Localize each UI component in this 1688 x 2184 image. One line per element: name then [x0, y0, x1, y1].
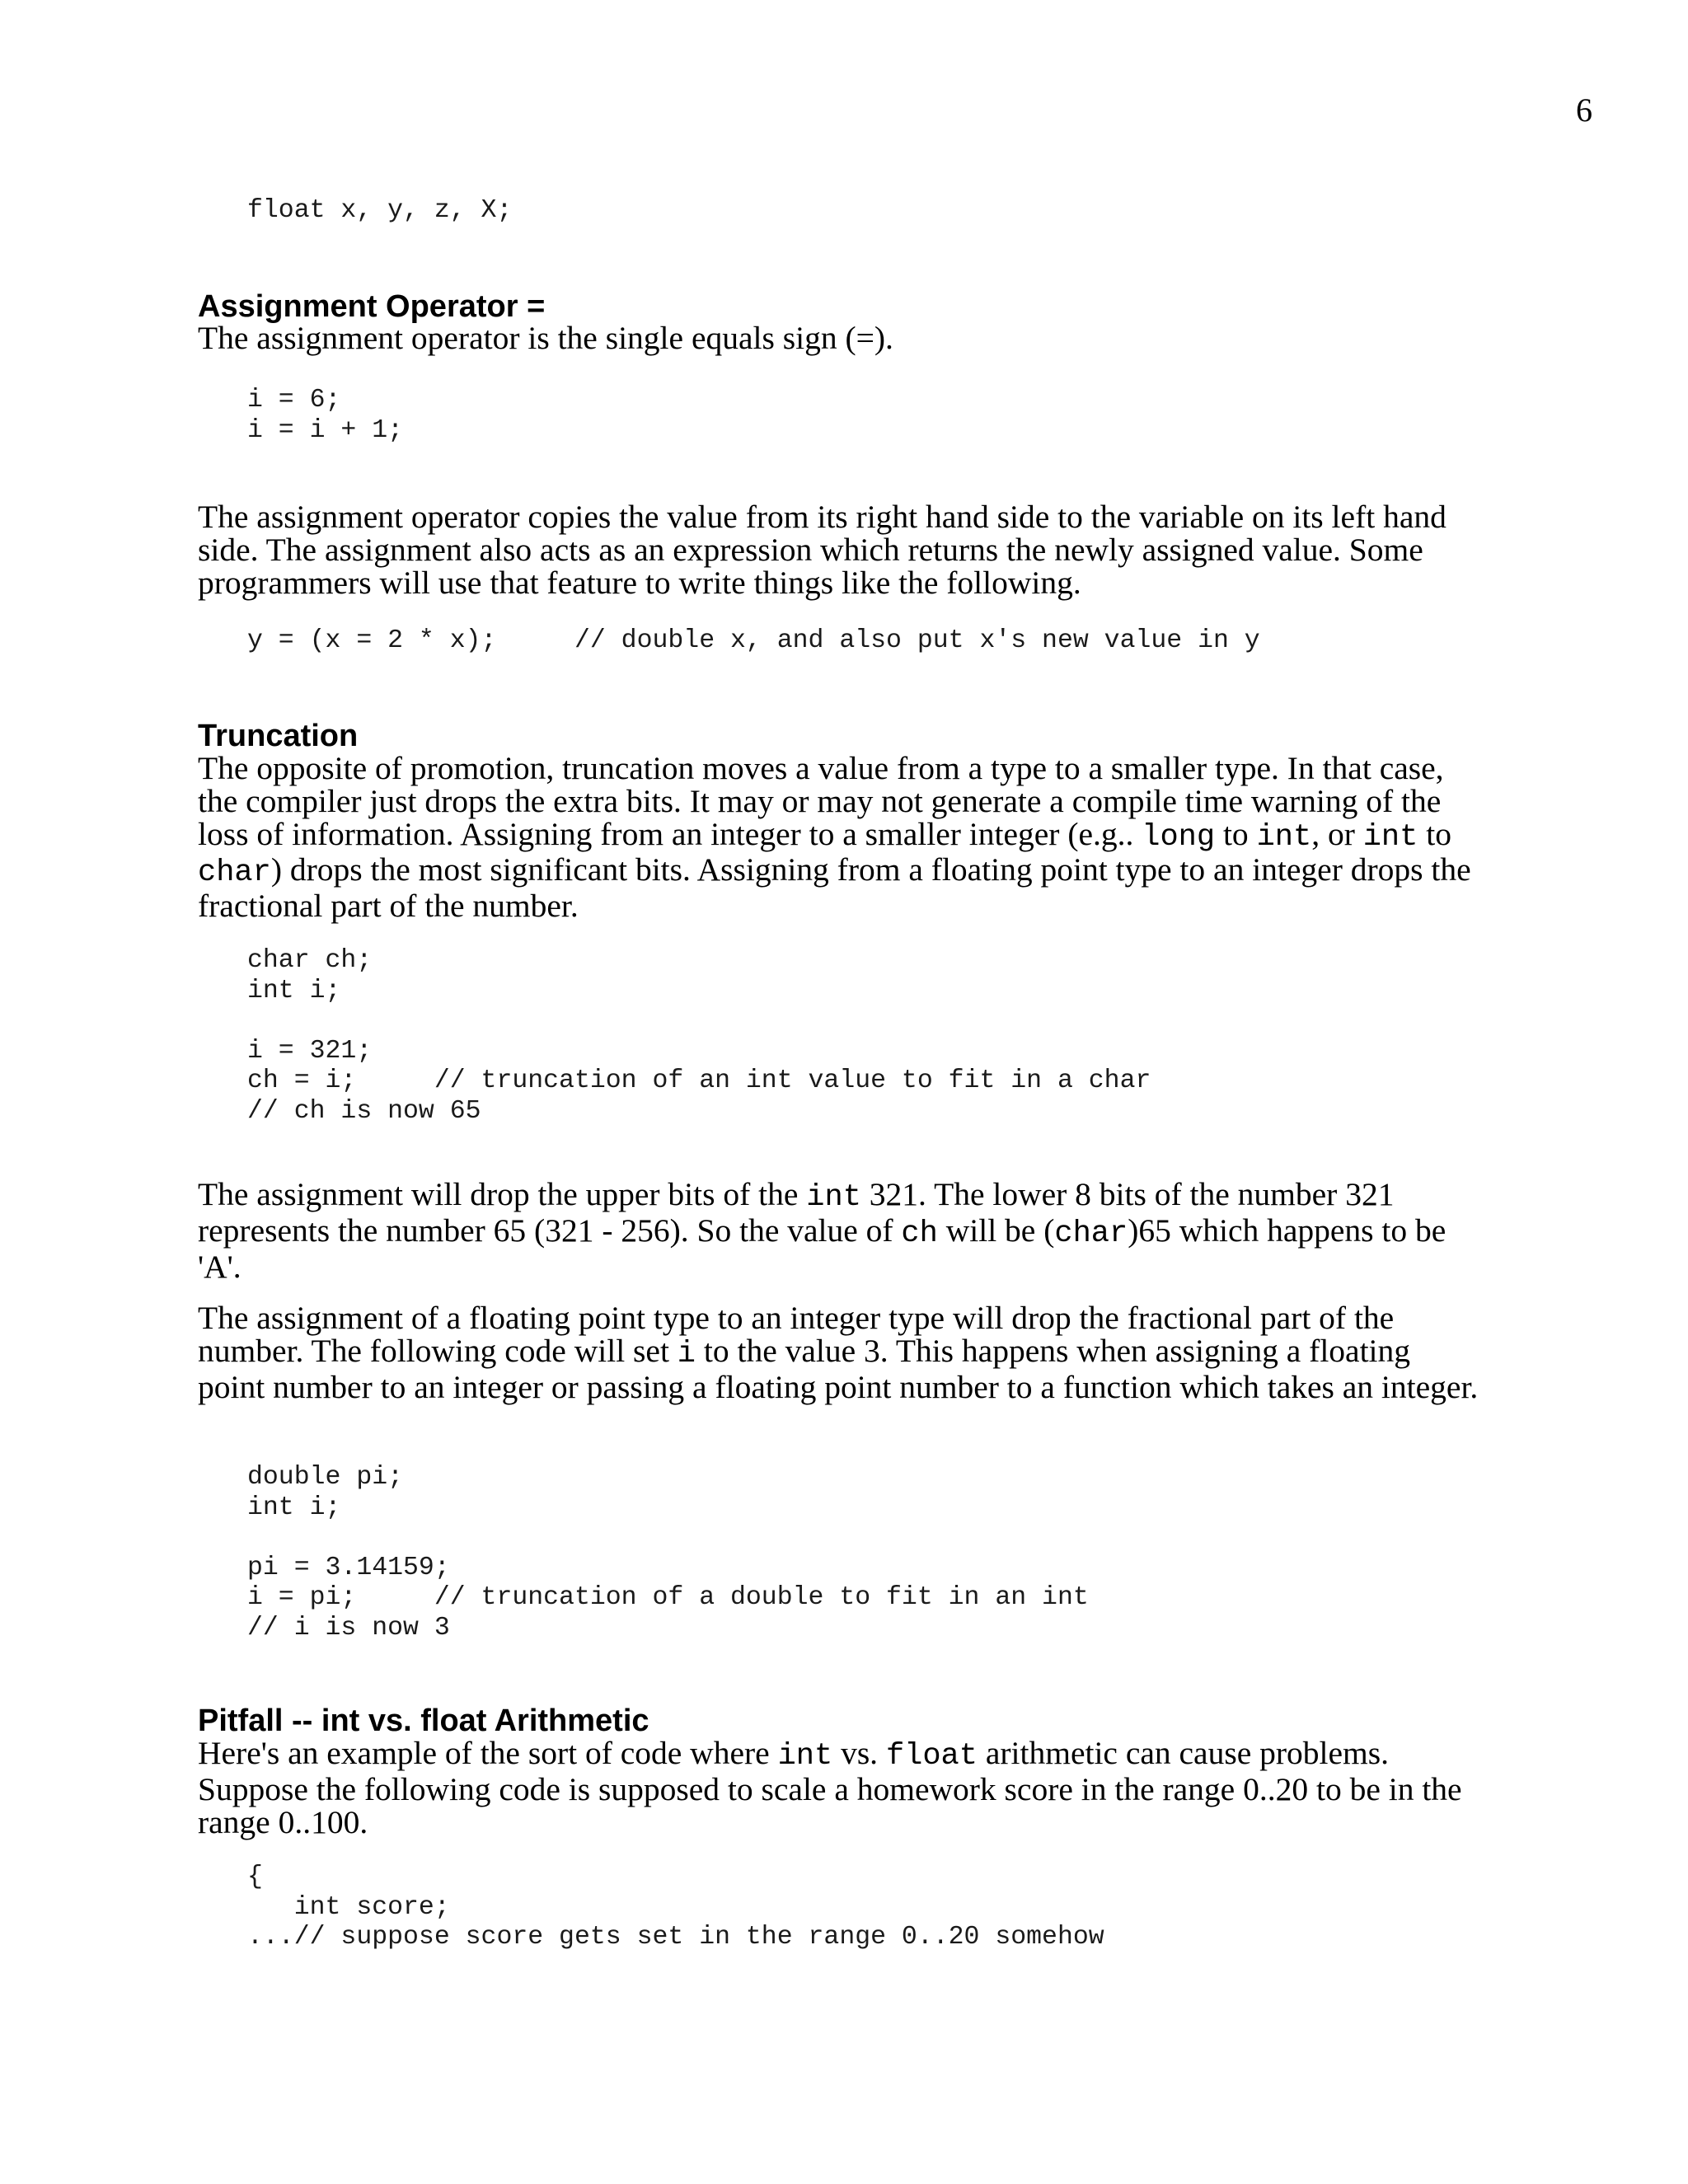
code-assignment-example: i = 6; i = i + 1;: [247, 386, 404, 445]
truncation-paragraph-3: The assignment of a floating point type to an integer type will drop the fractional part of the number. The following code will set i to the value 3. This happens when assigning a floating point number to an integer or passing a floating point number to a function which takes an integer.: [198, 1300, 1479, 1405]
heading-assignment-operator: Assignment Operator =: [198, 289, 546, 324]
truncation-paragraph-1: The opposite of promotion, truncation moves a value from a type to a smaller type. In that case, the compiler just drops the extra bits. It may or may not generate a compile time warning of the loss of information. Assigning from an integer to a smaller integer (e.g.. long to int, or int to char) drops the most significant bits. Assigning from a floating point type to an integer drops the fractional part of the number.: [198, 750, 1471, 925]
code-float-declaration: float x, y, z, X;: [247, 196, 513, 225]
pitfall-paragraph: Here's an example of the sort of code where int vs. float arithmetic can cause problems. Suppose the following code is supposed to scale a homework score in the range 0..20 to be in the range 0..100.: [198, 1735, 1462, 1840]
code-assignment-expression: y = (x = 2 * x); // double x, and also put x's new value in y: [247, 626, 1260, 655]
code-pitfall-example: { int score; ...// suppose score gets set in the range 0..20 somehow: [247, 1863, 1104, 1952]
heading-truncation: Truncation: [198, 719, 359, 753]
code-truncation-char: char ch; int i; i = 321; ch = i; // truncation of an int value to fit in a char // ch is now 65: [247, 946, 1151, 1126]
assignment-intro: The assignment operator is the single equals sign (=).: [198, 320, 893, 356]
page-number: 6: [1576, 91, 1592, 129]
heading-pitfall: Pitfall -- int vs. float Arithmetic: [198, 1704, 649, 1738]
code-truncation-double: double pi; int i; pi = 3.14159; i = pi; // truncation of a double to fit in an int // i is now 3: [247, 1463, 1089, 1643]
truncation-paragraph-2: The assignment will drop the upper bits of the int 321. The lower 8 bits of the number 321 represents the number 65 (321 - 256). So the value of ch will be (char)65 which happens to be 'A'.: [198, 1176, 1447, 1285]
assignment-paragraph: The assignment operator copies the value from its right hand side to the variable on its left hand side. The assignment also acts as an expression which returns the newly assigned value. Some programmers will use that feature to write things like the following.: [198, 499, 1447, 601]
